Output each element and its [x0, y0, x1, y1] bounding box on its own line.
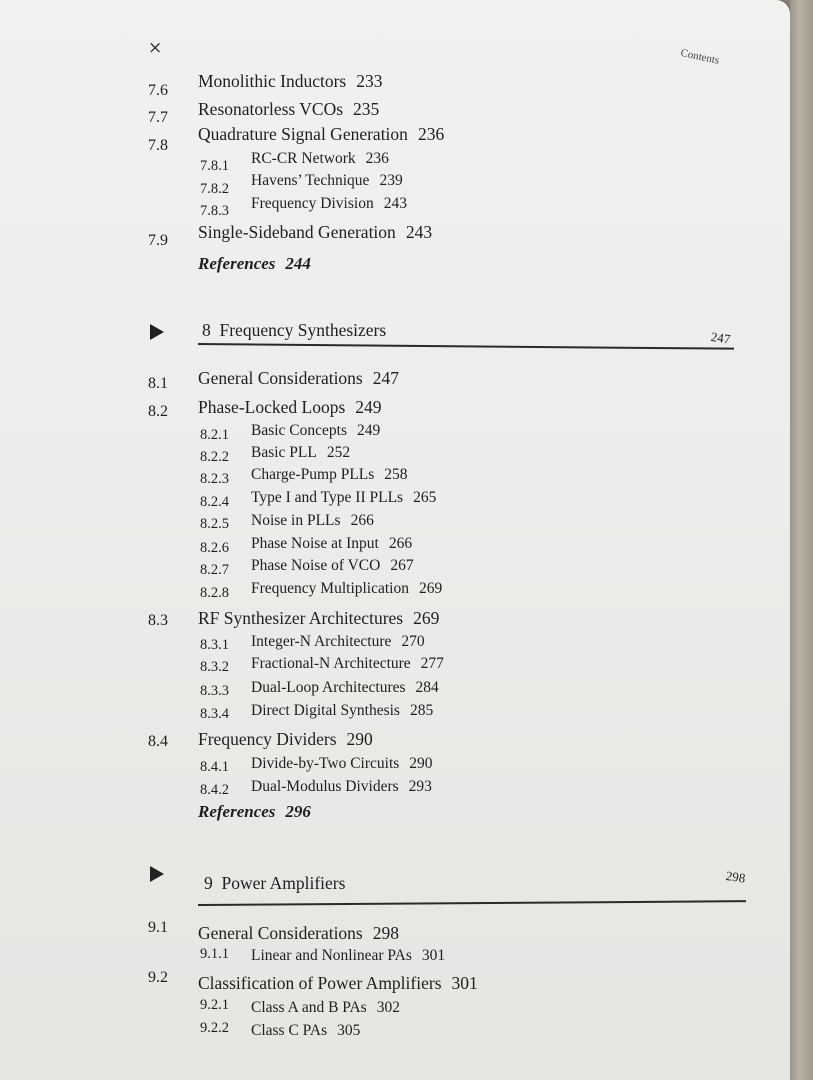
subsection-title[interactable]: Type I and Type II PLLs 265 — [251, 489, 437, 506]
page-number: 247 — [372, 368, 399, 388]
subsection-number: 8.3.4 — [200, 706, 229, 722]
section-title[interactable]: RF Synthesizer Architectures 269 — [198, 608, 440, 628]
chapter-heading[interactable]: 8 Frequency Synthesizers — [202, 320, 387, 340]
subsection-number: 9.1.1 — [200, 946, 229, 962]
subsection-number: 8.3.1 — [200, 637, 229, 653]
close-icon[interactable]: × — [148, 38, 163, 58]
subsection-number: 8.3.3 — [200, 683, 229, 699]
page-number: 243 — [383, 195, 407, 212]
book-edge — [790, 0, 813, 1080]
subsection-title[interactable]: Basic Concepts 249 — [251, 422, 381, 439]
page-number: 298 — [372, 923, 399, 943]
page-number: 269 — [418, 580, 443, 597]
subsection-number: 8.2.8 — [200, 585, 229, 601]
subsection-number: 7.8.1 — [200, 158, 229, 174]
page-number: 301 — [451, 973, 478, 993]
subsection-title[interactable]: Integer-N Architecture 270 — [251, 633, 425, 650]
page-number: 285 — [409, 702, 434, 719]
section-number: 8.4 — [148, 733, 168, 750]
page-number: 236 — [365, 150, 389, 167]
references-entry[interactable]: References 244 — [198, 254, 311, 273]
subsection-title[interactable]: Class C PAs 305 — [251, 1022, 361, 1039]
page-number: 249 — [357, 422, 381, 439]
section-number: 8.3 — [148, 612, 168, 629]
subsection-number: 7.8.3 — [200, 203, 229, 219]
page-number: 266 — [350, 512, 374, 529]
page-number: 290 — [346, 729, 373, 749]
subsection-number: 9.2.1 — [200, 997, 229, 1013]
subsection-title[interactable]: Havens’ Technique 239 — [251, 172, 403, 189]
subsection-title[interactable]: Dual-Loop Architectures 284 — [251, 679, 439, 696]
page-number: 243 — [405, 222, 433, 242]
subsection-number: 8.2.7 — [200, 562, 229, 578]
page-number: 267 — [390, 557, 414, 574]
page-number: 296 — [285, 802, 311, 821]
section-number: 9.2 — [148, 969, 168, 986]
subsection-number: 8.2.6 — [200, 540, 229, 556]
chapter-page-number: 247 — [709, 329, 732, 347]
subsection-number: 8.2.2 — [200, 449, 229, 465]
page-number: 239 — [379, 172, 403, 189]
subsection-title[interactable]: Charge-Pump PLLs 258 — [251, 466, 408, 483]
page-number: 301 — [421, 947, 446, 964]
section-title[interactable]: Resonatorless VCOs 235 — [198, 99, 380, 119]
references-entry[interactable]: References 296 — [198, 802, 311, 821]
chapter-number: 8 — [202, 320, 211, 340]
section-title[interactable]: Phase-Locked Loops 249 — [198, 397, 382, 417]
section-title[interactable]: Monolithic Inductors 233 — [198, 71, 383, 91]
subsection-title[interactable]: Phase Noise at Input 266 — [251, 535, 413, 552]
page-number: 302 — [376, 999, 400, 1016]
page-number: 244 — [285, 254, 311, 273]
subsection-title[interactable]: Divide-by-Two Circuits 290 — [251, 755, 433, 772]
page-number: 270 — [401, 633, 425, 650]
page-number: 236 — [417, 124, 445, 144]
section-number: 7.8 — [148, 137, 168, 154]
subsection-title[interactable]: Noise in PLLs 266 — [251, 512, 374, 529]
section-title[interactable]: General Considerations 247 — [198, 368, 399, 388]
subsection-title[interactable]: Dual-Modulus Dividers 293 — [251, 778, 432, 795]
subsection-number: 9.2.2 — [200, 1020, 229, 1036]
subsection-title[interactable]: Phase Noise of VCO 267 — [251, 557, 414, 574]
chapter-number: 9 — [204, 873, 213, 893]
section-number: 7.9 — [148, 232, 168, 249]
chapter-arrow-icon[interactable] — [150, 324, 164, 340]
subsection-title[interactable]: Frequency Multiplication 269 — [251, 580, 443, 597]
section-title[interactable]: Classification of Power Amplifiers 301 — [198, 973, 478, 993]
chapter-page-number: 298 — [724, 868, 747, 886]
page-number: 252 — [326, 444, 351, 461]
chapter-arrow-icon[interactable] — [150, 866, 164, 882]
section-number: 7.6 — [148, 82, 168, 99]
page-number: 305 — [337, 1022, 361, 1039]
page-number: 249 — [355, 397, 382, 417]
chapter-heading[interactable]: 9 Power Amplifiers — [204, 873, 346, 893]
section-number: 8.1 — [148, 375, 168, 392]
subsection-title[interactable]: Basic PLL 252 — [251, 444, 351, 461]
subsection-number: 7.8.2 — [200, 181, 229, 197]
page-number: 269 — [413, 608, 440, 628]
subsection-title[interactable]: Frequency Division 243 — [251, 195, 407, 212]
subsection-number: 8.2.5 — [200, 516, 229, 532]
page-number: 277 — [420, 655, 444, 672]
section-title[interactable]: Quadrature Signal Generation 236 — [198, 124, 445, 144]
page-number: 235 — [353, 99, 380, 119]
subsection-number: 8.2.1 — [200, 427, 229, 443]
running-head: Contents — [679, 47, 721, 67]
section-number: 8.2 — [148, 403, 168, 420]
page-number: 290 — [409, 755, 433, 772]
subsection-number: 8.3.2 — [200, 659, 229, 675]
chapter-rule — [198, 343, 734, 349]
section-number: 9.1 — [148, 919, 168, 936]
page-number: 233 — [356, 71, 383, 91]
section-title[interactable]: Single-Sideband Generation 243 — [198, 222, 433, 242]
subsection-title[interactable]: Direct Digital Synthesis 285 — [251, 702, 434, 719]
section-title[interactable]: Frequency Dividers 290 — [198, 729, 373, 749]
page-number: 284 — [415, 679, 439, 696]
subsection-number: 8.4.2 — [200, 782, 229, 798]
subsection-number: 8.4.1 — [200, 759, 229, 775]
page-number: 265 — [413, 489, 437, 506]
subsection-number: 8.2.3 — [200, 471, 229, 487]
page-number: 293 — [408, 778, 432, 795]
subsection-number: 8.2.4 — [200, 494, 229, 510]
subsection-title[interactable]: RC-CR Network 236 — [251, 150, 389, 167]
section-title[interactable]: General Considerations 298 — [198, 923, 399, 943]
subsection-title[interactable]: Fractional-N Architecture 277 — [251, 655, 444, 672]
section-number: 7.7 — [148, 109, 168, 126]
chapter-rule — [198, 900, 746, 905]
page-number: 266 — [388, 535, 413, 552]
subsection-title[interactable]: Class A and B PAs 302 — [251, 999, 400, 1016]
page-number: 258 — [384, 466, 408, 483]
subsection-title[interactable]: Linear and Nonlinear PAs 301 — [251, 947, 446, 964]
